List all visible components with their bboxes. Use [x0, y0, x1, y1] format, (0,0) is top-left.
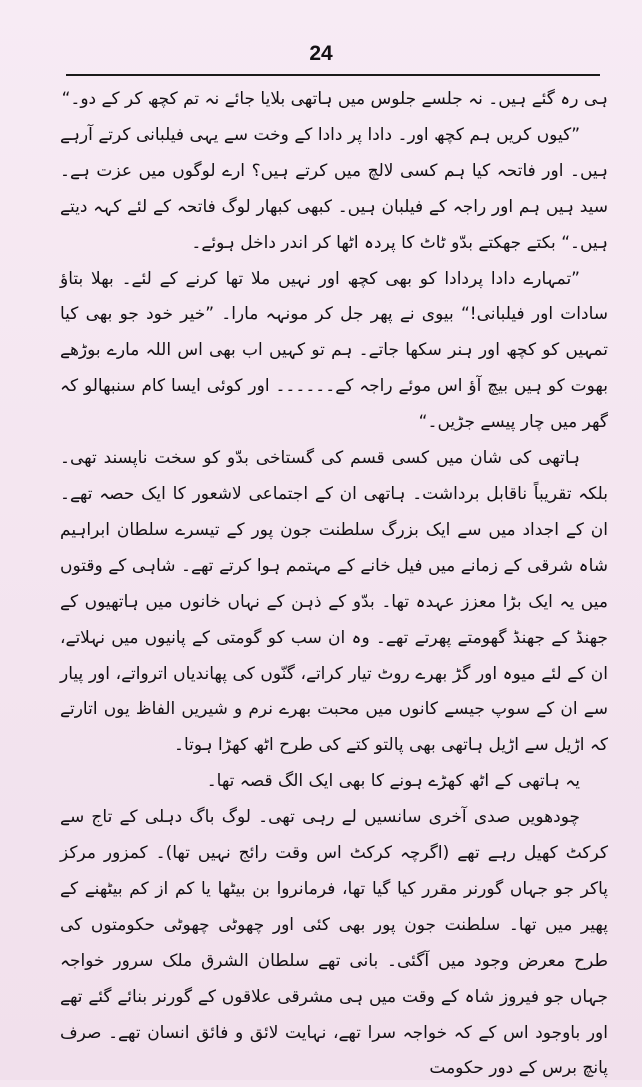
page-number: 24 [309, 42, 333, 65]
header-rule [66, 74, 600, 76]
paragraph-3: ”تمہارے دادا پردادا کو بھی کچھ اور نہیں ملا تھا کرنے کے لئے۔ بھلا بتاؤ سادات اور فیلبانی!“ بیوی نے پھر جل کر مونہہ مارا۔ ”خیر خود جو بھی کیا تمہیں کو کچھ اور ہنر سکھا جاتے۔ ہم تو کہیں اب بھی اس اللہ مارے بوڑھے بھوت کو ہیں بیچ آؤ اس موئے راجہ کے۔۔۔۔۔۔ اور کوئی ایسا کام سنبھالو کہ گھر میں چار پیسے جڑیں۔“ [60, 268, 608, 433]
paragraph-6: چودھویں صدی آخری سانسیں لے رہی تھی۔ لوگ باگ دہلی کے تاج سے کرکٹ کھیل رہے تھے (اگرچہ کرکٹ اس وقت رائج نہیں تھا)۔ کمزور مرکز پاکر جو جہاں گورنر مقرر کیا گیا تھا، فرمانروا بن بیٹھا یا کم از کم بیٹھنے کے پھیر میں تھا۔ سلطنت جون پور بھی کئی اور چھوٹی چھوٹی حکومتوں کی طرح معرض وجود میں آگئی۔ بانی تھے سلطان الشرق ملک سرور خواجہ جہاں جو فیروز شاہ کے وقت میں ہی مشرقی علاقوں کے گورنر بنائے گئے تھے اور باوجود اس کے کہ خواجہ سرا تھے، نہایت لائق و فائق انسان تھے۔ صرف پانچ برس کے دور حکومت [60, 807, 608, 1079]
paragraph-2: ”کیوں کریں ہم کچھ اور۔ دادا پر دادا کے وخت سے یہی فیلبانی کرتے آرہے ہیں۔ اور فاتحہ کیا ہم کسی لالچ میں کرتے ہیں؟ ارے لوگوں میں عزت ہے۔ سید ہیں ہم اور راجہ کے فیلبان ہیں۔ کبھی کبھار لوگ فاتحہ کے لئے کہہ دیتے ہیں۔“ بکتے جھکتے بدّو ٹاٹ کا پردہ اٹھا کر اندر داخل ہوئے۔ [60, 124, 608, 253]
paragraph-4: ہاتھی کی شان میں کسی قسم کی گستاخی بدّو کو سخت ناپسند تھی۔ بلکہ تقریباً ناقابل برداشت۔ ہاتھی ان کے اجتماعی لاشعور کا ایک حصہ تھے۔ ان کے اجداد میں سے ایک بزرگ سلطنت جون پور کے تیسرے سلطان ابراہیم شاہ شرقی کے زمانے میں فیل خانے کے مہتمم ہوا کرتے تھے۔ شاہی کے وقتوں میں یہ ایک بڑا معزز عہدہ تھا۔ بدّو کے ذہن کے نہاں خانوں میں ہاتھیوں کے جھنڈ کے جھنڈ گھومتے پھرتے تھے۔ وہ ان سب کو گومتی کے پانیوں میں نہلاتے، ان کے لئے میوہ اور گڑ بھرے روٹ تیار کراتے، گنّوں کی پھاندیاں اترواتے، اور پیار سے ان کے سوپ جیسے کانوں میں محبت بھرے نرم و شیریں الفاظ یوں اتارتے کہ اڑیل سے اڑیل ہاتھی بھی پالتو کتے کی طرح اٹھ کھڑا ہوتا۔ [60, 448, 608, 756]
paragraph-1: ہی رہ گئے ہیں۔ نہ جلسے جلوس میں ہاتھی بلایا جائے نہ تم کچھ کر کے دو۔“ [61, 89, 608, 109]
paragraph-5: یہ ہاتھی کے اٹھ کھڑے ہونے کا بھی ایک الگ قصہ تھا۔ [206, 771, 580, 792]
body-text [60, 82, 608, 1087]
